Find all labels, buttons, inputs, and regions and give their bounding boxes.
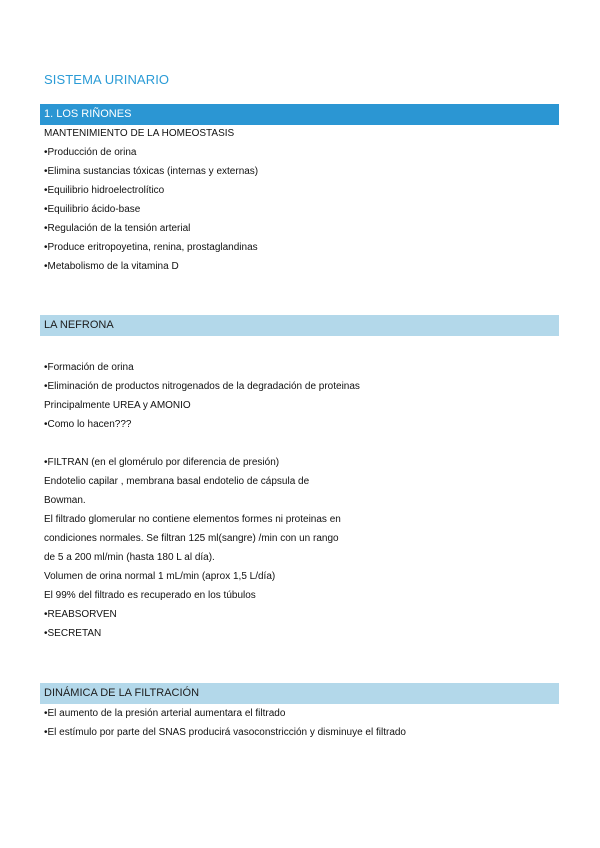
text-line: El 99% del filtrado es recuperado en los túbulos <box>44 590 256 601</box>
text-line: Principalmente UREA y AMONIO <box>44 400 191 411</box>
text-line: Volumen de orina normal 1 mL/min (aprox 1,5 L/día) <box>44 571 276 582</box>
list-item: •Produce eritropoyetina, renina, prostaglandinas <box>44 242 258 253</box>
section-heading-rinones: 1. LOS RIÑONES <box>40 104 559 125</box>
list-item: •Producción de orina <box>44 147 137 158</box>
list-item: •El estímulo por parte del SNAS producirá vasoconstricción y disminuye el filtrado <box>44 727 406 738</box>
text-line: Bowman. <box>44 495 86 506</box>
list-item: •El aumento de la presión arterial aumentara el filtrado <box>44 708 286 719</box>
section-heading-nefrona: LA NEFRONA <box>40 315 559 336</box>
list-item: •Elimina sustancias tóxicas (internas y externas) <box>44 166 259 177</box>
text-line: MANTENIMIENTO DE LA HOMEOSTASIS <box>44 128 235 139</box>
text-line: condiciones normales. Se filtran 125 ml(sangre) /min con un rango <box>44 533 339 544</box>
text-line: Endotelio capilar , membrana basal endotelio de cápsula de <box>44 476 310 487</box>
text-line: El filtrado glomerular no contiene elementos formes ni proteinas en <box>44 514 341 525</box>
list-item: •Regulación de la tensión arterial <box>44 223 191 234</box>
list-item: •SECRETAN <box>44 628 102 639</box>
list-item: •Como lo hacen??? <box>44 419 132 430</box>
list-item: •FILTRAN (en el glomérulo por diferencia de presión) <box>44 457 280 468</box>
text-line: de 5 a 200 ml/min (hasta 180 L al día). <box>44 552 215 563</box>
list-item: •Equilibrio ácido-base <box>44 204 141 215</box>
list-item: •Formación de orina <box>44 362 134 373</box>
section-heading-dinamica: DINÁMICA DE LA FILTRACIÓN <box>40 683 559 704</box>
list-item: •REABSORVEN <box>44 609 117 620</box>
list-item: •Eliminación de productos nitrogenados de la degradación de proteinas <box>44 381 360 392</box>
page-title: SISTEMA URINARIO <box>44 72 170 87</box>
list-item: •Metabolismo de la vitamina D <box>44 261 179 272</box>
list-item: •Equilibrio hidroelectrolítico <box>44 185 165 196</box>
